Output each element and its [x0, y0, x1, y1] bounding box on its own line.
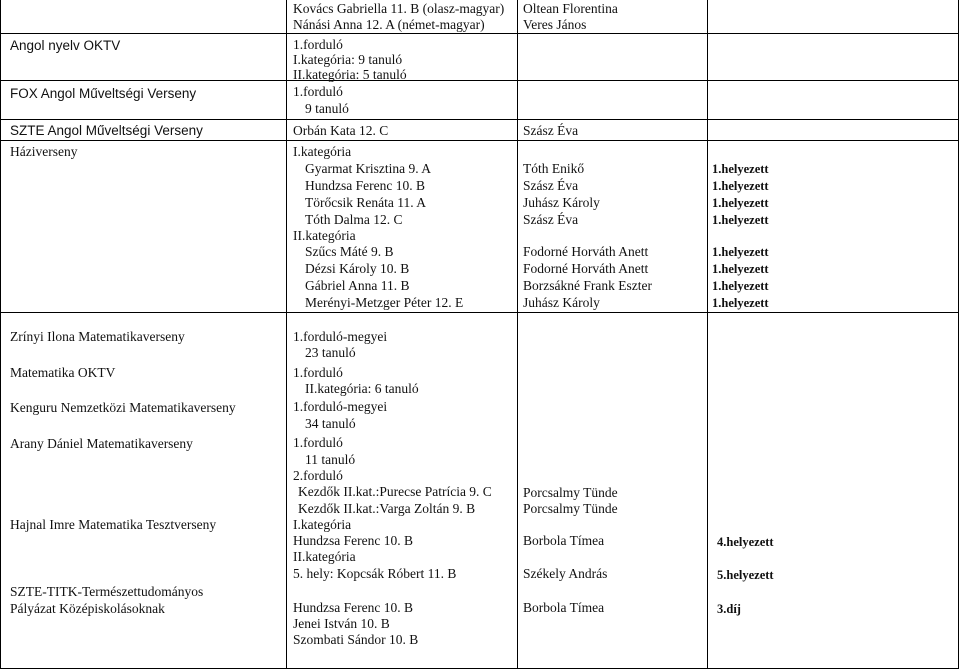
- hazi-result: 1.helyezett: [712, 162, 769, 176]
- angol-oktv-line: I.kategória: 9 tanuló: [293, 52, 403, 67]
- hazi-teacher: Fodorné Horváth Anett: [523, 261, 649, 276]
- top-student-1: Kovács Gabriella 11. B (olasz-magyar): [293, 1, 505, 16]
- hazi-result: 1.helyezett: [712, 213, 769, 227]
- top-teacher-2: Veres János: [523, 17, 587, 32]
- hazi-result: 1.helyezett: [712, 262, 769, 276]
- hazi-teacher: Fodorné Horváth Anett: [523, 244, 649, 259]
- competition-szte-angol: SZTE Angol Műveltségi Verseny: [10, 123, 203, 138]
- hazi-cat2-label: II.kategória: [293, 228, 356, 243]
- szte-titk-teacher: Borbola Tímea: [523, 600, 605, 615]
- szte-angol-student: Orbán Kata 12. C: [293, 123, 389, 138]
- kenguru-line: 1.forduló-megyei: [293, 399, 388, 414]
- row-divider: [0, 80, 959, 81]
- kenguru-line: 34 tanuló: [305, 416, 356, 431]
- szte-titk-student: Szombati Sándor 10. B: [293, 632, 419, 647]
- hazi-student: Gábriel Anna 11. B: [305, 278, 410, 293]
- competition-hajnal: Hajnal Imre Matematika Tesztverseny: [10, 517, 217, 532]
- hazi-result: 1.helyezett: [712, 296, 769, 310]
- szte-angol-teacher: Szász Éva: [523, 123, 579, 138]
- arany-teacher: Porcsalmy Tünde: [523, 485, 618, 500]
- hazi-student: Gyarmat Krisztina 9. A: [305, 161, 431, 176]
- hazi-cat1-label: I.kategória: [293, 144, 352, 159]
- hajnal-line: I.kategória: [293, 517, 352, 532]
- fox-line: 1.forduló: [293, 84, 343, 99]
- competition-kenguru: Kenguru Nemzetközi Matematikaverseny: [10, 400, 236, 415]
- border-col3: [517, 0, 518, 669]
- arany-line: Kezdők II.kat.:Purecse Patrícia 9. C: [298, 484, 492, 499]
- hazi-teacher: Juhász Károly: [523, 295, 600, 310]
- row-divider: [0, 119, 959, 120]
- arany-line: Kezdők II.kat.:Varga Zoltán 9. B: [298, 501, 476, 516]
- competition-haziverseny: Háziverseny: [10, 144, 78, 159]
- top-teacher-1: Oltean Florentina: [523, 1, 618, 16]
- hazi-student: Törőcsik Renáta 11. A: [305, 195, 426, 210]
- hazi-teacher: Juhász Károly: [523, 195, 600, 210]
- matek-oktv-line: II.kategória: 6 tanuló: [305, 381, 419, 396]
- border-col4: [707, 0, 708, 669]
- row-divider: [0, 312, 959, 313]
- zrinyi-line: 1.forduló-megyei: [293, 329, 388, 344]
- matek-oktv-line: 1.forduló: [293, 365, 343, 380]
- competition-matek-oktv: Matematika OKTV: [10, 365, 116, 380]
- hazi-student: Tóth Dalma 12. C: [305, 212, 403, 227]
- fox-line: 9 tanuló: [305, 101, 349, 116]
- border-right: [958, 0, 959, 669]
- hazi-result: 1.helyezett: [712, 196, 769, 210]
- hajnal-teacher: Borbola Tímea: [523, 533, 605, 548]
- competition-zrinyi: Zrínyi Ilona Matematikaverseny: [10, 329, 185, 344]
- szte-titk-result: 3.díj: [717, 602, 741, 616]
- hazi-student: Merényi-Metzger Péter 12. E: [305, 295, 464, 310]
- border-left: [0, 0, 1, 669]
- competition-szte-titk-line2: Pályázat Középiskolásoknak: [10, 601, 165, 616]
- hazi-teacher: Borzsákné Frank Eszter: [523, 278, 652, 293]
- hajnal-result: 5.helyezett: [717, 568, 774, 582]
- zrinyi-line: 23 tanuló: [305, 345, 356, 360]
- hazi-teacher: Szász Éva: [523, 212, 579, 227]
- hazi-result: 1.helyezett: [712, 279, 769, 293]
- hajnal-teacher: Székely András: [523, 566, 608, 581]
- hazi-teacher: Szász Éva: [523, 178, 579, 193]
- competition-szte-titk-line1: SZTE-TITK-Természettudományos: [10, 584, 204, 599]
- arany-line: 11 tanuló: [305, 452, 356, 467]
- szte-titk-student: Jenei István 10. B: [293, 616, 390, 631]
- arany-line: 1.forduló: [293, 435, 343, 450]
- competition-angol-oktv: Angol nyelv OKTV: [10, 38, 121, 53]
- hajnal-line: Hundzsa Ferenc 10. B: [293, 533, 413, 548]
- hazi-student: Dézsi Károly 10. B: [305, 261, 410, 276]
- row-divider: [0, 33, 959, 34]
- hajnal-line: II.kategória: [293, 549, 356, 564]
- competition-fox: FOX Angol Műveltségi Verseny: [10, 86, 197, 101]
- border-col2: [286, 0, 287, 669]
- szte-titk-student: Hundzsa Ferenc 10. B: [293, 600, 413, 615]
- competition-arany: Arany Dániel Matematikaverseny: [10, 436, 193, 451]
- hazi-student: Hundzsa Ferenc 10. B: [305, 178, 425, 193]
- angol-oktv-line: II.kategória: 5 tanuló: [293, 67, 407, 82]
- arany-teacher: Porcsalmy Tünde: [523, 501, 618, 516]
- arany-line: 2.forduló: [293, 468, 343, 483]
- row-divider: [0, 140, 959, 141]
- hajnal-result: 4.helyezett: [717, 535, 774, 549]
- angol-oktv-line: 1.forduló: [293, 37, 343, 52]
- hazi-result: 1.helyezett: [712, 245, 769, 259]
- hajnal-line: 5. hely: Kopcsák Róbert 11. B: [293, 566, 457, 581]
- hazi-student: Szűcs Máté 9. B: [305, 244, 394, 259]
- hazi-teacher: Tóth Enikő: [523, 161, 585, 176]
- hazi-result: 1.helyezett: [712, 179, 769, 193]
- top-student-2: Nánási Anna 12. A (német-magyar): [293, 17, 485, 32]
